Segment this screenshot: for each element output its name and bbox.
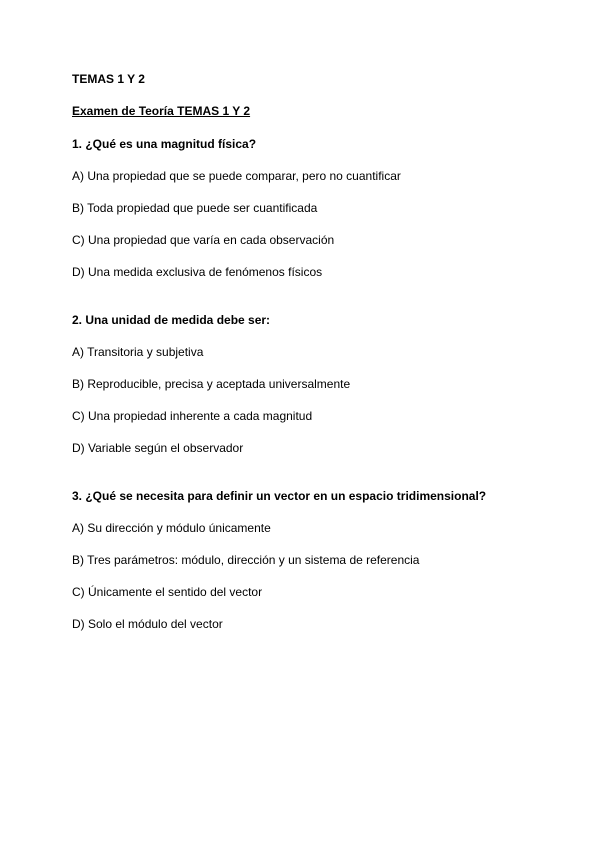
question-2-option-b: B) Reproducible, precisa y aceptada universalmente <box>72 377 351 391</box>
document-heading: TEMAS 1 Y 2 <box>72 72 145 86</box>
exam-title: Examen de Teoría TEMAS 1 Y 2 <box>72 104 251 118</box>
question-1-option-c: C) Una propiedad que varía en cada observación <box>72 233 335 247</box>
question-3-option-d: D) Solo el módulo del vector <box>72 617 223 631</box>
question-1-option-d: D) Una medida exclusiva de fenómenos físicos <box>72 265 323 279</box>
question-3-option-b: B) Tres parámetros: módulo, dirección y un sistema de referencia <box>72 553 420 567</box>
question-2: 2. Una unidad de medida debe ser: <box>72 313 271 327</box>
question-2-option-c: C) Una propiedad inherente a cada magnitud <box>72 409 313 423</box>
question-1-option-b: B) Toda propiedad que puede ser cuantificada <box>72 201 318 215</box>
question-3-option-c: C) Únicamente el sentido del vector <box>72 585 263 599</box>
question-3: 3. ¿Qué se necesita para definir un vector en un espacio tridimensional? <box>72 489 487 503</box>
question-1-option-a: A) Una propiedad que se puede comparar, pero no cuantificar <box>72 169 401 183</box>
question-3-option-a: A) Su dirección y módulo únicamente <box>72 521 271 535</box>
question-1: 1. ¿Qué es una magnitud física? <box>72 137 257 151</box>
question-2-option-d: D) Variable según el observador <box>72 441 244 455</box>
question-2-option-a: A) Transitoria y subjetiva <box>72 345 204 359</box>
